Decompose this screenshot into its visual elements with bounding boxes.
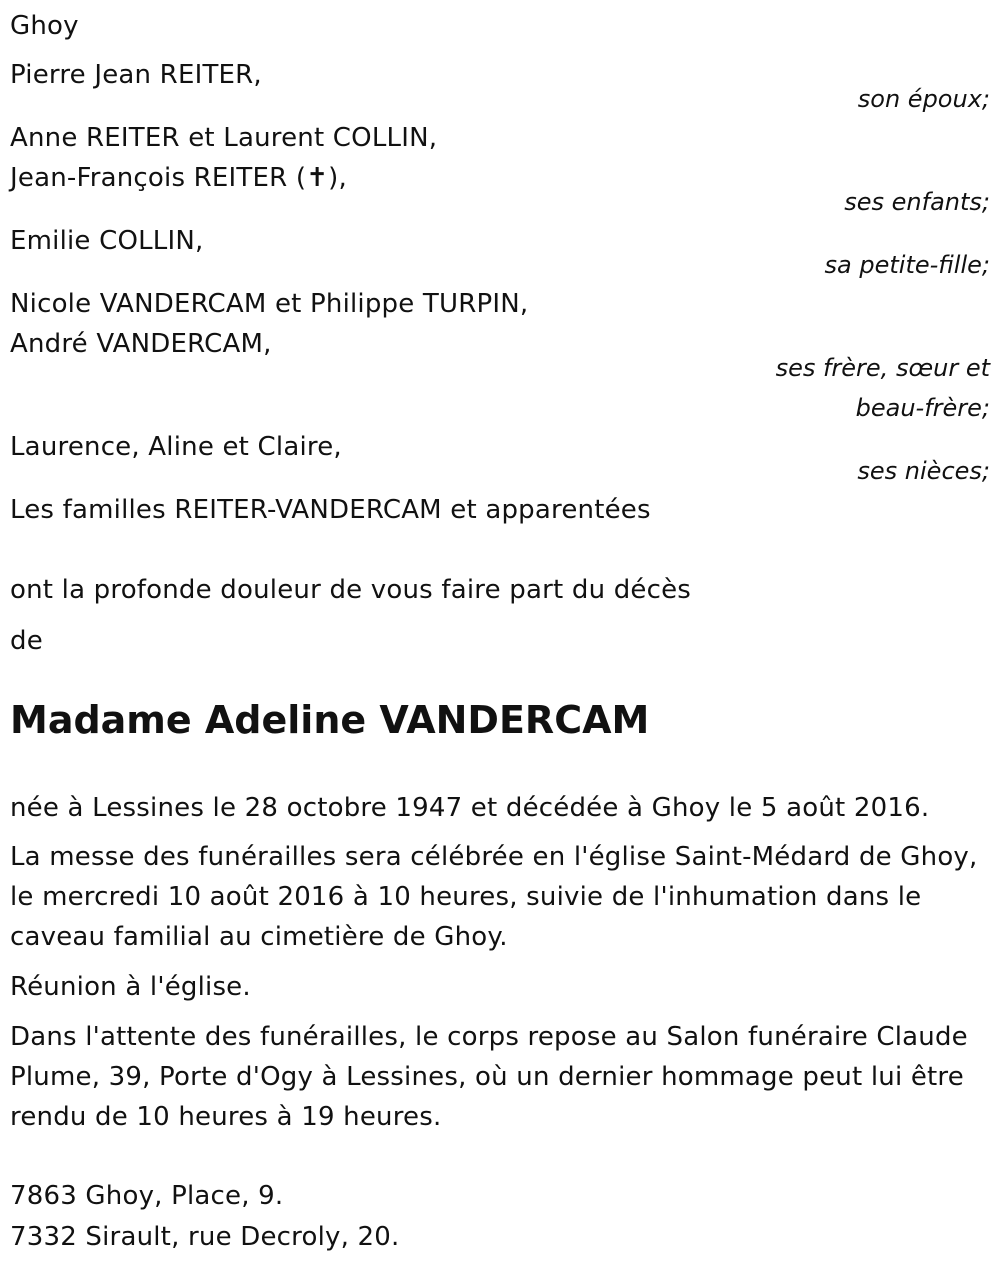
announcement-line-1: ont la profonde douleur de vous faire part du décès: [10, 575, 692, 605]
related-families: Les familles REITER-VANDERCAM et apparentées: [10, 495, 651, 525]
siblings-line-1: Nicole VANDERCAM et Philippe TURPIN,: [10, 289, 529, 319]
location-heading: Ghoy: [10, 11, 79, 41]
grandchild-role: sa petite-fille;: [824, 251, 990, 279]
siblings-line-2: André VANDERCAM,: [10, 329, 272, 359]
children-role: ses enfants;: [844, 188, 990, 216]
children-line-2: Jean-François REITER (✝),: [10, 163, 347, 193]
nieces-names: Laurence, Aline et Claire,: [10, 432, 342, 462]
birth-death-text: née à Lessines le 28 octobre 1947 et décédée à Ghoy le 5 août 2016.: [10, 793, 930, 823]
siblings-role-line-2: beau-frère;: [855, 394, 990, 422]
spouse-name: Pierre Jean REITER,: [10, 60, 262, 90]
announcement-line-2: de: [10, 626, 43, 656]
deceased-name: Madame Adeline VANDERCAM: [10, 698, 650, 742]
siblings-role-line-1: ses frère, sœur et: [775, 354, 990, 382]
nieces-role: ses nièces;: [857, 457, 990, 485]
grandchild-name: Emilie COLLIN,: [10, 226, 204, 256]
viewing-text: Dans l'attente des funérailles, le corps repose au Salon funéraire Claude Plume, 39, Porte d'Ogy à Lessines, où un dernier hommage peut lui être rendu de 10 heures à 19 heures.: [10, 1022, 968, 1132]
funeral-text: La messe des funérailles sera célébrée en l'église Saint-Médard de Ghoy, le mercredi 10 août 2016 à 10 heures, suivie de l'inhumation dans le caveau familial au cimetière de Ghoy.: [10, 842, 978, 952]
spouse-role: son époux;: [857, 85, 990, 113]
address-line: 7863 Ghoy, Place, 9.: [10, 1181, 284, 1211]
address-line: 7332 Sirault, rue Decroly, 20.: [10, 1222, 400, 1252]
obituary-notice: [10, 0, 990, 1271]
children-line-1: Anne REITER et Laurent COLLIN,: [10, 123, 438, 153]
meeting-text: Réunion à l'église.: [10, 972, 251, 1002]
